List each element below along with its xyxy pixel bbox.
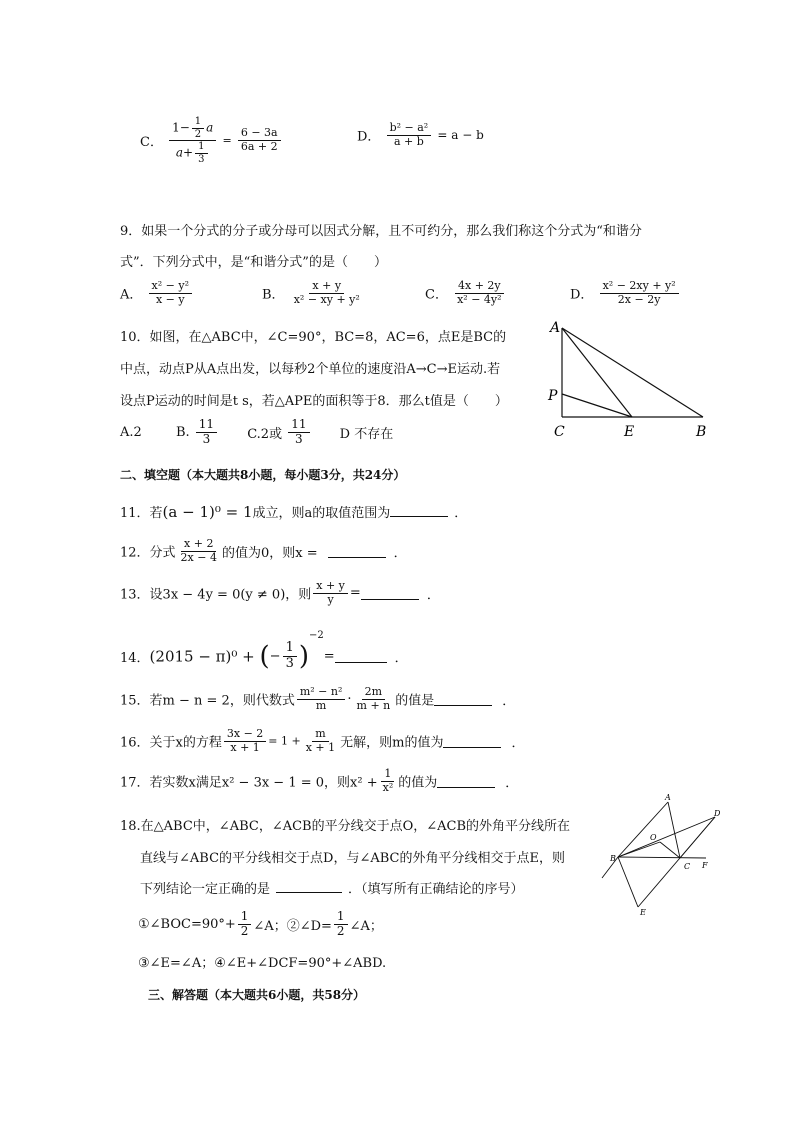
q10-triangle-figure xyxy=(540,318,720,446)
q8-c-complex-fraction: 1− $\frac{1}{2}$ a a+ $\frac{1}{3}$ xyxy=(169,116,216,165)
q14: 14．(2015 − π)⁰ + (− $\frac{1}{3}$ )$^{-2}$= ． xyxy=(120,630,408,672)
q10-option-b: B. $\frac{11}{3}$ xyxy=(176,425,223,440)
q18-line2: 直线与∠ABC的平分线相交于点D，与∠ABC的外角平分线相交于点E，则 xyxy=(140,851,565,866)
q10-label-c: C xyxy=(554,424,565,440)
q18-figure-lines xyxy=(602,802,715,907)
q11-answer-blank[interactable] xyxy=(390,504,448,517)
q9-option-b: B． $\frac{x + y}{\text{x² − xy + y²}}$ xyxy=(262,279,360,306)
q13: 13．设3x − 4y = 0(y ≠ 0)，则 $\frac{x + y}{y}$ = ． xyxy=(120,579,440,606)
q18-answer-blank[interactable] xyxy=(276,880,342,893)
q10-triangle-lines xyxy=(562,328,703,417)
q9-line1: 9．如果一个分式的分子或分母可以因式分解，且不可约分，那么我们称这个分式为“和谐分 xyxy=(120,224,642,239)
q9-line2: 式”．下列分式中，是“和谐分式”的是（ ） xyxy=(120,255,387,270)
q8-c-rhs: $\frac{6 - 3a}{6a + 2}$ xyxy=(238,127,281,153)
q18-label-f: F xyxy=(702,861,708,870)
q10-label-e: E xyxy=(624,424,635,440)
q12-answer-blank[interactable] xyxy=(328,545,386,558)
q13-answer-blank[interactable] xyxy=(361,587,419,600)
q18-statements-1-2: ①∠BOC=90°+ $\frac{1}{2}$ ∠A；②∠D= $\frac{1}{2}$ ∠A； xyxy=(138,909,383,938)
q11: 11．若(a − 1)⁰ = 1成立，则a的取值范围为 ． xyxy=(120,503,468,521)
section-2-heading: 二、填空题（本大题共8小题，每小题3分，共24分） xyxy=(120,468,406,482)
q18-geometry-figure xyxy=(598,794,728,918)
q9-option-a: A． $\frac{\text{x² − y²}}{x - y}$ xyxy=(120,280,194,306)
q18-label-d: D xyxy=(714,809,721,818)
q8-option-d: D． $\frac{\text{b² − a²}}{a + b}$ = a − b xyxy=(357,121,484,148)
q18-statements-3-4: ③∠E=∠A；④∠E+∠DCF=90°+∠ABD. xyxy=(138,956,387,971)
section-3-heading: 三、解答题（本大题共6小题，共58分） xyxy=(148,988,366,1002)
q10-option-a: A.2 xyxy=(120,424,142,440)
q8-c-label: C． xyxy=(140,135,163,150)
q9-option-c: C． $\frac{4x + 2y}{\text{x² − 4y²}}$ xyxy=(425,280,507,306)
q15: 15．若m − n = 2，则代数式 $\frac{\text{m² − n²}}{m}$ · $\frac{2m}{m + n}$ 的值是 ． xyxy=(120,685,516,712)
q18-label-b: B xyxy=(610,854,616,863)
q16-answer-blank[interactable] xyxy=(443,735,501,748)
q10-label-p: P xyxy=(548,388,558,404)
q17-answer-blank[interactable] xyxy=(437,775,495,788)
q17: 17．若实数x满足x² − 3x − 1 = 0，则x² + $\frac{1}{\text{x²}}$ 的值为 ． xyxy=(120,767,519,794)
q10-line3: 设点P运动的时间是t s，若△APE的面积等于8．那么t值是（ ） xyxy=(120,394,508,409)
q8-d-label: D． xyxy=(357,129,381,145)
q18-label-a: A xyxy=(665,794,671,802)
q10-option-c: C.2或 $\frac{11}{3}$ xyxy=(247,425,315,440)
q10-line2: 中点，动点P从A点出发，以每秒2个单位的速度沿A→C→E运动.若 xyxy=(120,362,501,377)
q10-line1: 10．如图，在△ABC中，∠C=90°，BC=8，AC=6，点E是BC的 xyxy=(120,330,507,345)
q9-option-d: D． $\frac{\text{x² − 2xy + y²}}{2x - 2y}$ xyxy=(570,280,681,306)
q18-label-e: E xyxy=(640,908,646,917)
q18-label-o: O xyxy=(650,833,657,842)
q18-line1: 18.在△ABC中，∠ABC，∠ACB的平分线交于点O，∠ACB的外角平分线所在 xyxy=(120,819,571,834)
q10-label-a: A xyxy=(550,320,561,336)
q16: 16．关于x的方程 $\frac{3x - 2}{x + 1}$ = 1 + $\frac{m}{x + 1}$ 无解，则m的值为 ． xyxy=(120,727,525,754)
q18-line3: 下列结论一定正确的是 ．（填写所有正确结论的序号） xyxy=(140,882,524,897)
q14-answer-blank[interactable] xyxy=(335,650,387,663)
q15-answer-blank[interactable] xyxy=(434,693,492,706)
q10-options xyxy=(120,418,393,447)
q18-label-c: C xyxy=(684,862,691,871)
q10-option-d: D 不存在 xyxy=(339,426,394,442)
q12: 12．分式 $\frac{x + 2}{2x - 4}$ 的值为0，则x = ． xyxy=(120,537,407,564)
q10-label-b: B xyxy=(696,424,707,440)
q8-option-c: C． 1− $\frac{1}{2}$ a a+ $\frac{1}{3}$ = $\frac{6 - 3a}{6a + 2}$ xyxy=(140,116,283,165)
